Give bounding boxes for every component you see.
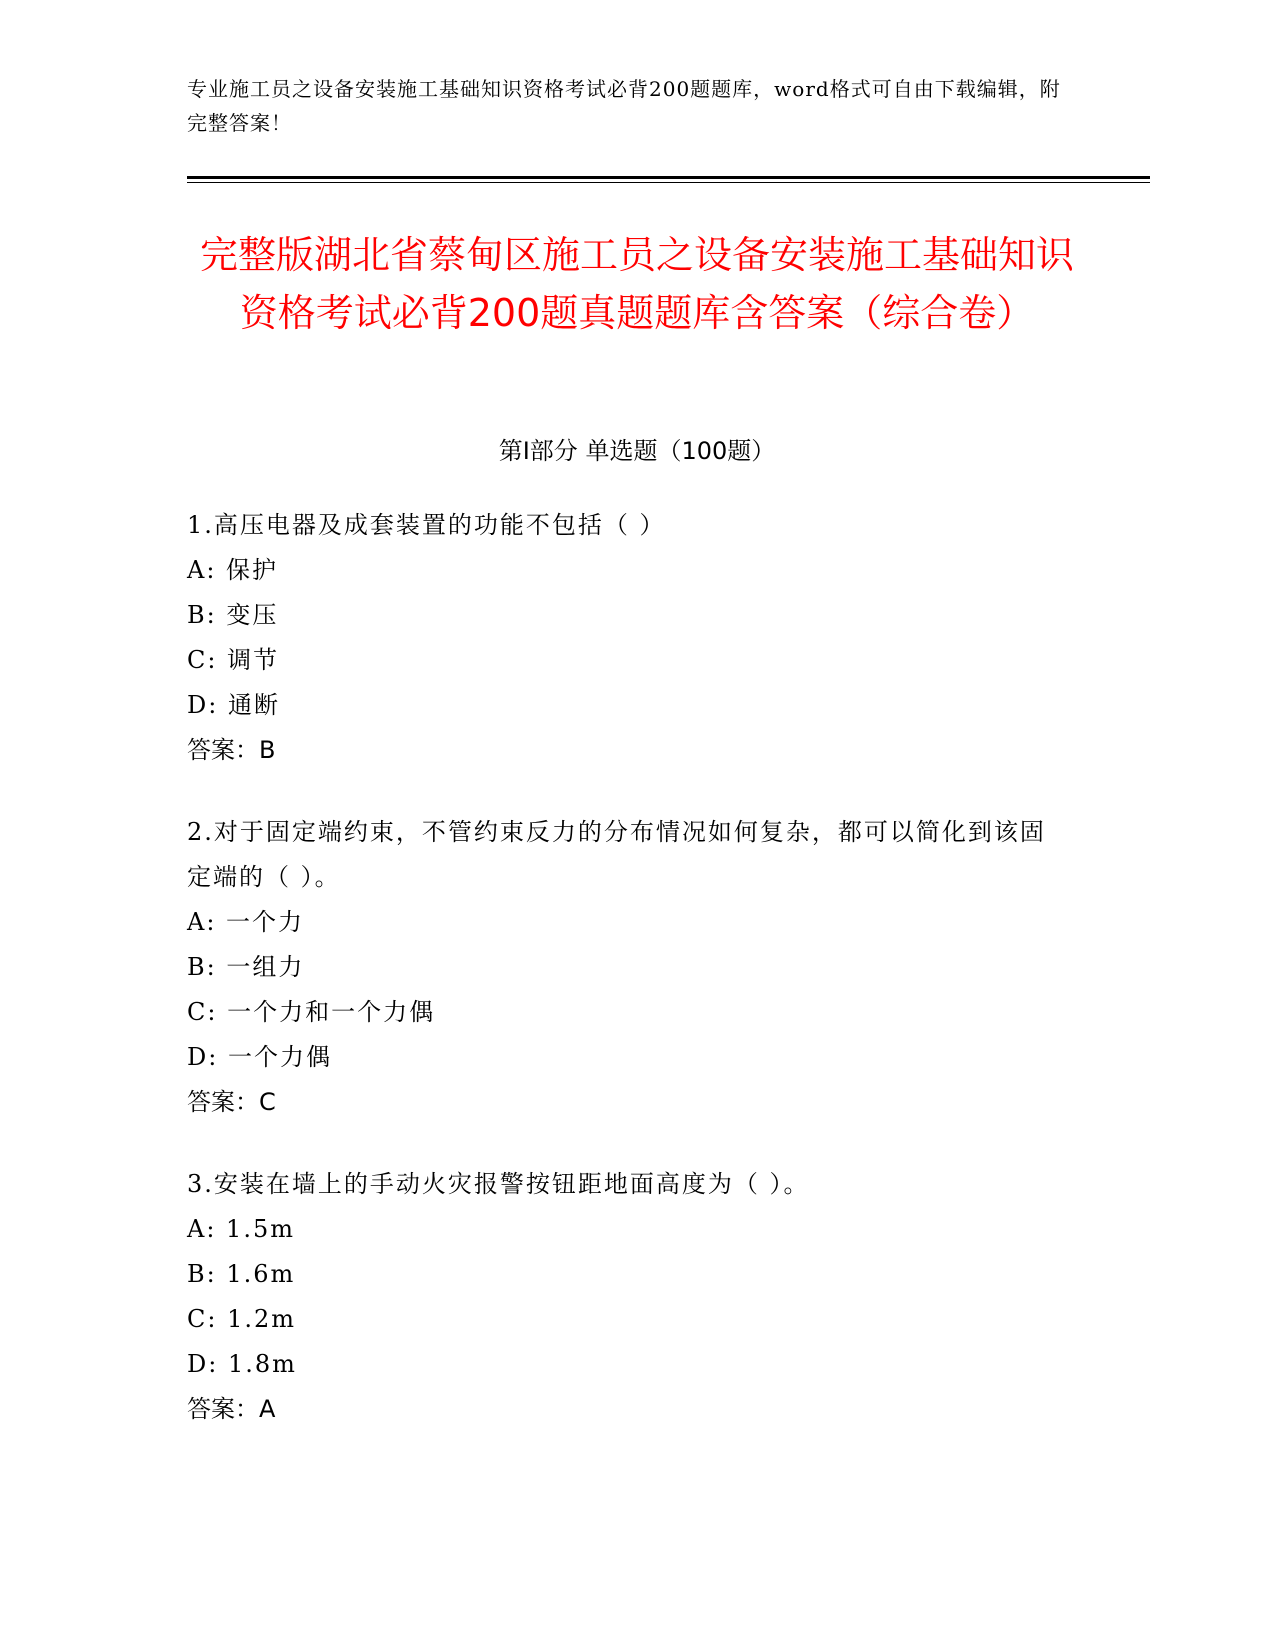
header-note: 专业施工员之设备安装施工基础知识资格考试必背200题题库，word格式可自由下载编辑，附完整答案！ bbox=[187, 77, 1061, 135]
answer: 答案：C bbox=[187, 1088, 276, 1116]
question-stem: 2.对于固定端约束，不管约束反力的分布情况如何复杂，都可以简化到该固定端的（ ）。 bbox=[187, 818, 1046, 891]
question-stem: 3.安装在墙上的手动火灾报警按钮距地面高度为（ ）。 bbox=[187, 1170, 810, 1198]
option-c: C: 调节 bbox=[187, 646, 280, 674]
question-3 bbox=[187, 1162, 1067, 1432]
option-a: A: 1.5m bbox=[187, 1215, 295, 1243]
option-a: A: 一个力 bbox=[187, 908, 305, 936]
question-1 bbox=[187, 503, 1067, 773]
option-b: B: 1.6m bbox=[187, 1260, 296, 1288]
header-divider-thin bbox=[187, 182, 1150, 183]
option-d: D: 1.8m bbox=[187, 1350, 297, 1378]
answer: 答案：A bbox=[187, 1395, 276, 1423]
option-d: D: 一个力偶 bbox=[187, 1043, 332, 1071]
header-divider-thick bbox=[187, 176, 1150, 179]
option-c: C: 一个力和一个力偶 bbox=[187, 998, 436, 1026]
option-c: C: 1.2m bbox=[187, 1305, 297, 1333]
question-2 bbox=[187, 810, 1067, 1125]
document-title: 完整版湖北省蔡甸区施工员之设备安装施工基础知识资格考试必背200题真题题库含答案（综合卷） bbox=[199, 233, 1074, 335]
option-a: A: 保护 bbox=[187, 556, 279, 584]
option-b: B: 一组力 bbox=[187, 953, 305, 981]
answer: 答案：B bbox=[187, 736, 276, 764]
option-b: B: 变压 bbox=[187, 601, 279, 629]
option-d: D: 通断 bbox=[187, 691, 280, 719]
question-stem: 1.高压电器及成套装置的功能不包括（ ） bbox=[187, 511, 666, 539]
section-heading: 第I部分 单选题（100题） bbox=[498, 437, 776, 465]
